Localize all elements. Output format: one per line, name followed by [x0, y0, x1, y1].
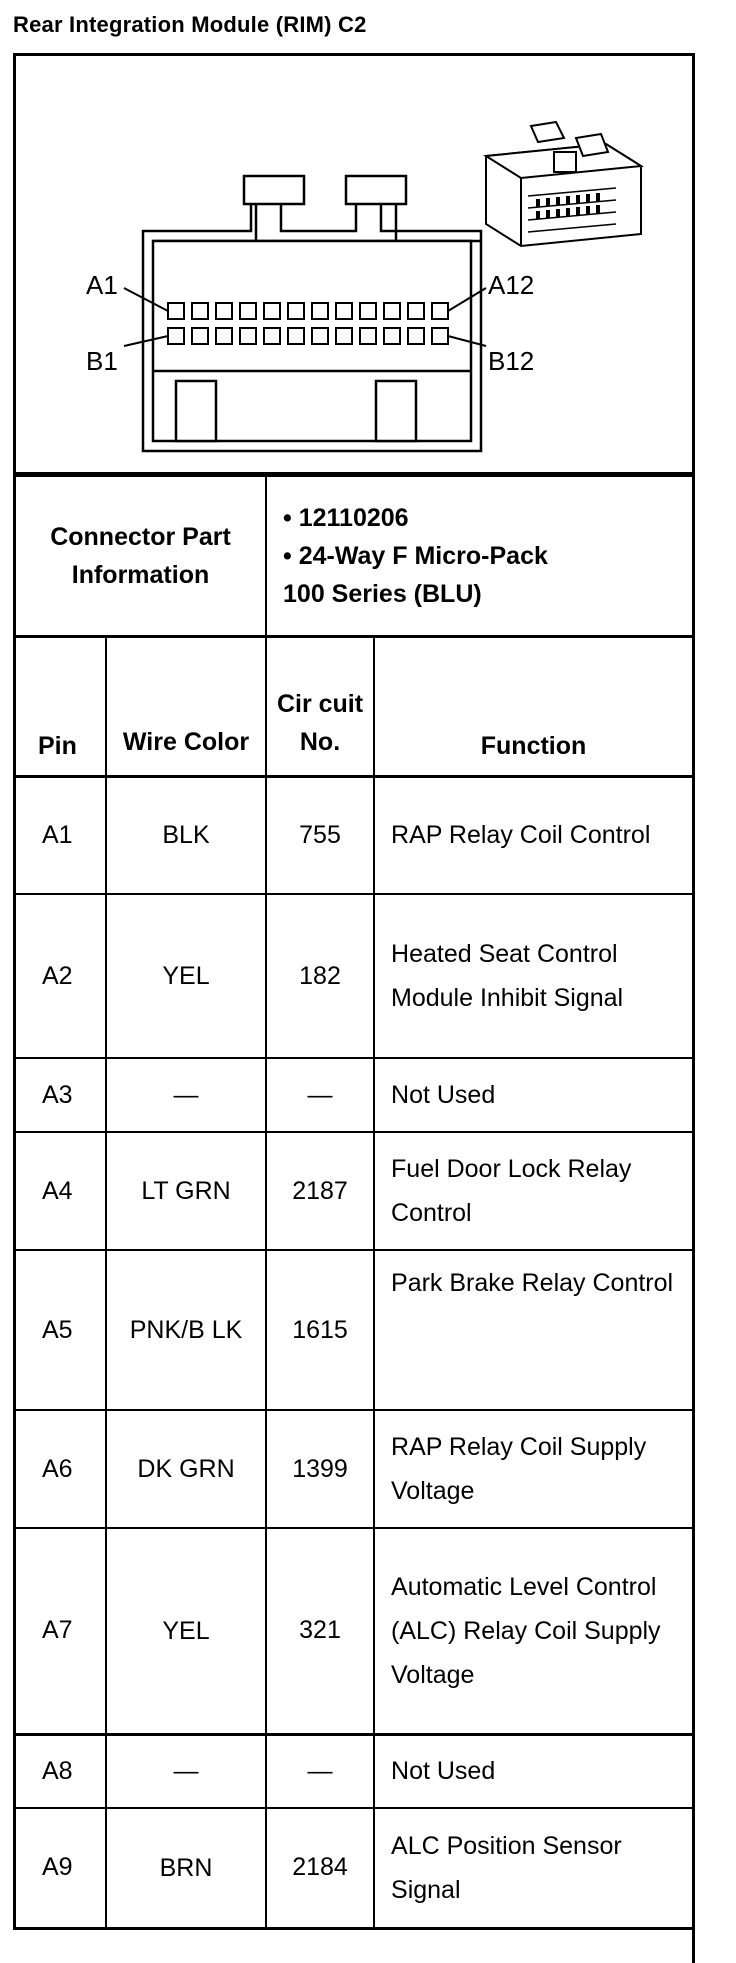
cell-pin: A1: [16, 776, 106, 894]
table-row: [16, 1250, 692, 1410]
header-wire-color: Wire Color: [106, 636, 266, 776]
connector-table: [13, 53, 692, 1930]
pin-label-a12: A12: [488, 270, 535, 300]
cell-pin: A8: [16, 1734, 106, 1808]
connector-face-icon: [16, 56, 692, 472]
header-pin: Pin: [16, 636, 106, 776]
header-function: Function: [374, 636, 692, 776]
connector-part-number: • 12110206: [283, 503, 409, 532]
cell-wire-color: DK GRN: [106, 1410, 266, 1528]
table-row: [16, 1734, 692, 1808]
table-row: [16, 1528, 692, 1734]
cell-function: Not Used: [374, 1058, 692, 1132]
cell-wire-color: BLK: [106, 776, 266, 894]
cell-function: ALC Position Sensor Signal: [374, 1808, 692, 1928]
connector-diagram: [16, 56, 692, 475]
cell-circuit: 182: [266, 894, 374, 1058]
cell-wire-color: —: [106, 1734, 266, 1808]
pin-table: [16, 475, 692, 1930]
cell-circuit: —: [266, 1734, 374, 1808]
cell-circuit: 1399: [266, 1410, 374, 1528]
pin-label-a1: A1: [86, 270, 118, 300]
table-row: [16, 1132, 692, 1250]
cell-wire-color: YEL: [106, 1528, 266, 1734]
cell-circuit: —: [266, 1058, 374, 1132]
connector-info-row: [16, 476, 692, 636]
cell-pin: A3: [16, 1058, 106, 1132]
cell-circuit: 1615: [266, 1250, 374, 1410]
table-row: [16, 894, 692, 1058]
cell-function: Not Used: [374, 1734, 692, 1808]
cell-circuit: 2184: [266, 1808, 374, 1928]
connector-type: • 24-Way F Micro-Pack: [283, 541, 548, 570]
cell-pin: A6: [16, 1410, 106, 1528]
cell-wire-color: YEL: [106, 894, 266, 1058]
table-row: [16, 776, 692, 894]
cell-pin: A2: [16, 894, 106, 1058]
page-title: Rear Integration Module (RIM) C2: [13, 12, 367, 37]
cell-function: RAP Relay Coil Control: [374, 776, 692, 894]
cell-circuit: 2187: [266, 1132, 374, 1250]
cell-function: Park Brake Relay Control: [374, 1250, 692, 1410]
cell-pin: A9: [16, 1808, 106, 1928]
header-circuit-no: Cir cuit No.: [266, 636, 374, 776]
pin-label-b1: B1: [86, 346, 118, 376]
cell-pin: A4: [16, 1132, 106, 1250]
cell-circuit: 321: [266, 1528, 374, 1734]
table-row: [16, 1058, 692, 1132]
cell-wire-color: PNK/B LK: [106, 1250, 266, 1410]
cell-wire-color: BRN: [106, 1808, 266, 1928]
connector-series: 100 Series (BLU): [283, 579, 482, 608]
table-row: [16, 1808, 692, 1928]
cell-function: RAP Relay Coil Supply Voltage: [374, 1410, 692, 1528]
connector-info-values: [266, 476, 692, 636]
cell-circuit: 755: [266, 776, 374, 894]
cell-wire-color: —: [106, 1058, 266, 1132]
cell-wire-color: LT GRN: [106, 1132, 266, 1250]
table-header: [16, 636, 692, 776]
cell-function: Fuel Door Lock Relay Control: [374, 1132, 692, 1250]
cell-function: Automatic Level Control (ALC) Relay Coil Supply Voltage: [374, 1528, 692, 1734]
pin-label-b12: B12: [488, 346, 535, 376]
cell-pin: A5: [16, 1250, 106, 1410]
connector-info-label: Connector Part Information: [16, 476, 266, 636]
connector-isometric-icon: [486, 122, 641, 246]
cell-pin: A7: [16, 1528, 106, 1734]
table-row: [16, 1410, 692, 1528]
cell-function: Heated Seat Control Module Inhibit Signal: [374, 894, 692, 1058]
